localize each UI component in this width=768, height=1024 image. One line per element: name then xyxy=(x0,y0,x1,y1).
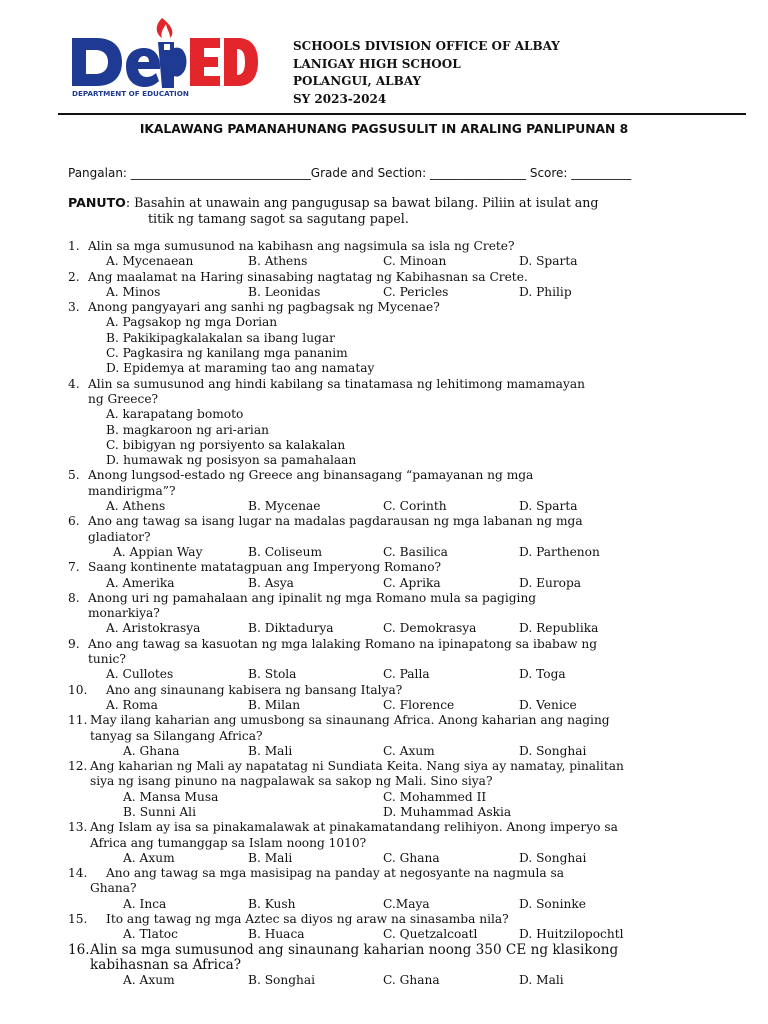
option: D. Sparta xyxy=(519,499,578,514)
options-row xyxy=(68,499,708,514)
question-stem: siya ng isang pinuno na nagpalawak sa sakop ng Mali. Sino siya? xyxy=(90,774,493,789)
question-9 xyxy=(68,637,708,683)
option: D. Huitzilopochtl xyxy=(519,927,624,942)
option: D. Venice xyxy=(519,697,577,712)
option: B. Huaca xyxy=(248,927,305,942)
question-stem: kabihasnan sa Africa? xyxy=(90,956,242,973)
option: D. Epidemya at maraming tao ang namatay xyxy=(106,361,375,376)
question-number: 2. xyxy=(68,269,80,284)
option: B. Mali xyxy=(248,850,293,865)
option: B. Leonidas xyxy=(248,284,321,299)
question-stem: Anong uri ng pamahalaan ang ipinalit ng mga Romano mula sa pagiging xyxy=(88,590,537,605)
question-stem: Anong pangyayari ang sanhi ng pagbagsak ng Mycenae? xyxy=(88,300,440,315)
question-number: 16. xyxy=(68,941,90,958)
option: A. Roma xyxy=(106,697,158,712)
option: A. Cullotes xyxy=(106,667,174,682)
option: B. Coliseum xyxy=(248,544,323,559)
question-stem: tanyag sa Silangang Africa? xyxy=(90,728,263,743)
option: C. bibigyan ng porsiyento sa kalakalan xyxy=(106,437,346,452)
option: A. Minos xyxy=(106,284,161,299)
question-5 xyxy=(68,468,708,514)
question-stem: Ano ang tawag sa kasuotan ng mga lalaking Romano na ipinapatong sa ibabaw ng xyxy=(88,636,598,651)
option: A. Amerika xyxy=(106,575,175,590)
question-stem: Ano ang tawag sa isang lugar na madalas pagdarausan ng mga labanan ng mga xyxy=(88,514,583,529)
option: B. Songhai xyxy=(248,973,316,988)
option: A. Tlatoc xyxy=(123,927,178,942)
question-13 xyxy=(68,820,708,866)
option: C. Pagkasira ng kanilang mga pananim xyxy=(106,346,348,361)
question-16 xyxy=(68,943,708,989)
deped-logo xyxy=(70,14,260,98)
option: D. Soninke xyxy=(519,896,586,911)
exam-title: IKALAWANG PAMANAHUNANG PAGSUSULIT IN ARALING PANLIPUNAN 8 xyxy=(139,122,629,136)
options-row xyxy=(68,790,708,805)
question-number: 3. xyxy=(68,300,80,315)
question-stem: gladiator? xyxy=(88,529,151,544)
option: A. Axum xyxy=(123,850,175,865)
question-number: 5. xyxy=(68,468,80,483)
option: D. Muhammad Askia xyxy=(383,804,512,819)
question-number: 12. xyxy=(68,759,88,774)
option: D. Republika xyxy=(519,621,599,636)
option: B. magkaroon ng ari-arian xyxy=(106,422,269,437)
header-line: SCHOOLS DIVISION OFFICE OF ALBAY xyxy=(293,39,560,53)
question-4 xyxy=(68,377,708,469)
question-number: 6. xyxy=(68,514,80,529)
option: B. Milan xyxy=(248,697,301,712)
question-number: 9. xyxy=(68,636,80,651)
instructions-text: : Basahin at unawain ang pangugusap sa bawat bilang. Piliin at isulat ang xyxy=(125,195,599,210)
option: C. Palla xyxy=(383,667,430,682)
header-line: POLANGUI, ALBAY xyxy=(293,74,422,88)
question-stem: Ghana? xyxy=(90,881,137,896)
question-12 xyxy=(68,759,708,820)
option: B. Stola xyxy=(248,667,297,682)
question-stem: mandirigma”? xyxy=(88,483,176,498)
question-number: 8. xyxy=(68,590,80,605)
option: B. Athens xyxy=(248,254,308,269)
option: C. Quetzalcoatl xyxy=(383,927,478,942)
option: A. Mycenaean xyxy=(106,254,194,269)
option: B. Mali xyxy=(248,743,293,758)
option: C. Aprika xyxy=(383,575,441,590)
options-row xyxy=(68,851,708,866)
question-stem: Ano ang sinaunang kabisera ng bansang Italya? xyxy=(106,682,403,697)
option: C. Axum xyxy=(383,743,435,758)
header-line: SY 2023-2024 xyxy=(293,91,387,106)
option: D. Songhai xyxy=(519,850,587,865)
question-number: 10. xyxy=(68,682,88,697)
option: D. Sparta xyxy=(519,254,578,269)
option: C. Basilica xyxy=(383,544,448,559)
question-3 xyxy=(68,300,708,376)
option: C.Maya xyxy=(383,896,430,911)
school-header xyxy=(293,38,560,108)
question-7 xyxy=(68,560,708,591)
options-row xyxy=(68,254,708,269)
question-number: 1. xyxy=(68,239,80,253)
question-number: 11. xyxy=(68,713,88,728)
question-stem: Alin sa sumusunod ang hindi kabilang sa tinatamasa ng lehitimong mamamayan xyxy=(88,376,585,391)
option: D. Europa xyxy=(519,575,582,590)
option: A. Ghana xyxy=(123,743,180,758)
option: A. Mansa Musa xyxy=(123,789,219,804)
instructions-label: PANUTO xyxy=(68,195,126,210)
options-row xyxy=(68,698,708,713)
question-stem: Africa ang tumanggap sa Islam noong 1010? xyxy=(90,835,367,850)
question-number: 7. xyxy=(68,560,80,575)
option: A. Aristokrasya xyxy=(106,621,201,636)
option: B. Pakikipagkalakalan sa ibang lugar xyxy=(106,330,335,345)
question-stem: Ang kaharian ng Mali ay napatatag ni Sundiata Keita. Nang siya ay namatay, pinalitan xyxy=(90,759,624,774)
options-row xyxy=(68,897,708,912)
option: B. Sunni Ali xyxy=(123,804,196,819)
question-stem: ng Greece? xyxy=(88,391,159,406)
option: C. Pericles xyxy=(383,284,449,299)
option: D. humawak ng posisyon sa pamahalaan xyxy=(106,453,357,468)
option: C. Demokrasya xyxy=(383,621,477,636)
option: C. Florence xyxy=(383,697,455,712)
option: B. Mycenae xyxy=(248,499,321,514)
option: B. Asya xyxy=(248,575,294,590)
option: B. Kush xyxy=(248,896,296,911)
question-6 xyxy=(68,514,708,560)
option: A. Pagsakop ng mga Dorian xyxy=(106,315,278,330)
question-number: 4. xyxy=(68,376,80,391)
question-15 xyxy=(68,912,708,943)
question-stem: monarkiya? xyxy=(88,606,160,621)
options-row xyxy=(68,667,708,682)
question-stem: Ito ang tawag ng mga Aztec sa diyos ng araw na sinasamba nila? xyxy=(106,912,509,927)
question-10 xyxy=(68,683,708,714)
options-row xyxy=(68,805,708,820)
header-line: LANIGAY HIGH SCHOOL xyxy=(293,56,461,71)
option: A. Athens xyxy=(106,499,166,514)
option: A. Appian Way xyxy=(113,544,203,559)
question-number: 13. xyxy=(68,820,88,835)
option: A. karapatang bomoto xyxy=(106,407,244,422)
question-8 xyxy=(68,591,708,637)
header-divider xyxy=(58,113,746,115)
option: C. Corinth xyxy=(383,499,447,514)
question-list xyxy=(68,239,708,989)
question-stem: Alin sa mga sumusunod ang sinaunang kaharian noong 350 CE ng klasikong xyxy=(90,941,619,958)
question-stem: Alin sa mga sumusunod na kabihasn ang nagsimula sa isla ng Crete? xyxy=(88,239,515,253)
question-1 xyxy=(68,239,708,270)
question-stem: Anong lungsod-estado ng Greece ang binansagang “pamayanan ng mga xyxy=(88,468,534,483)
options-row xyxy=(68,545,708,560)
option: A. Axum xyxy=(123,973,175,988)
question-number: 15. xyxy=(68,912,88,927)
question-14 xyxy=(68,866,708,912)
options-row xyxy=(68,285,708,300)
options-row xyxy=(68,621,708,636)
option: C. Mohammed II xyxy=(383,789,487,804)
question-stem: Ano ang tawag sa mga masisipag na panday at negosyante na nagmula sa xyxy=(106,866,565,881)
options-row xyxy=(68,744,708,759)
option: B. Diktadurya xyxy=(248,621,334,636)
question-stem: Saang kontinente matatagpuan ang Imperyong Romano? xyxy=(88,560,442,575)
question-number: 14. xyxy=(68,866,88,881)
question-2 xyxy=(68,270,708,301)
option: A. Inca xyxy=(123,896,167,911)
question-stem: May ilang kaharian ang umusbong sa sinaunang Africa. Anong kaharian ang naging xyxy=(90,713,610,728)
options-row xyxy=(68,973,708,988)
options-row xyxy=(68,927,708,942)
student-info-line: Pangalan: ______________________________Grade and Section: ________________ Score: __________ xyxy=(68,166,632,180)
instructions-text: titik ng tamang sagot sa sagutang papel. xyxy=(148,211,409,226)
option: D. Mali xyxy=(519,973,564,988)
option: C. Ghana xyxy=(383,973,440,988)
logo-caption: DEPARTMENT OF EDUCATION xyxy=(72,89,189,98)
option: D. Songhai xyxy=(519,743,587,758)
instructions xyxy=(68,195,708,227)
question-stem: tunic? xyxy=(88,652,126,667)
option: D. Parthenon xyxy=(519,544,600,559)
question-11 xyxy=(68,713,708,759)
option: C. Ghana xyxy=(383,850,440,865)
question-stem: Ang Islam ay isa sa pinakamalawak at pinakamatandang relihiyon. Anong imperyo sa xyxy=(90,820,618,835)
option: C. Minoan xyxy=(383,254,447,269)
option: D. Philip xyxy=(519,284,572,299)
question-stem: Ang maalamat na Haring sinasabing nagtatag ng Kabihasnan sa Crete. xyxy=(88,269,528,284)
options-row xyxy=(68,576,708,591)
option: D. Toga xyxy=(519,667,566,682)
